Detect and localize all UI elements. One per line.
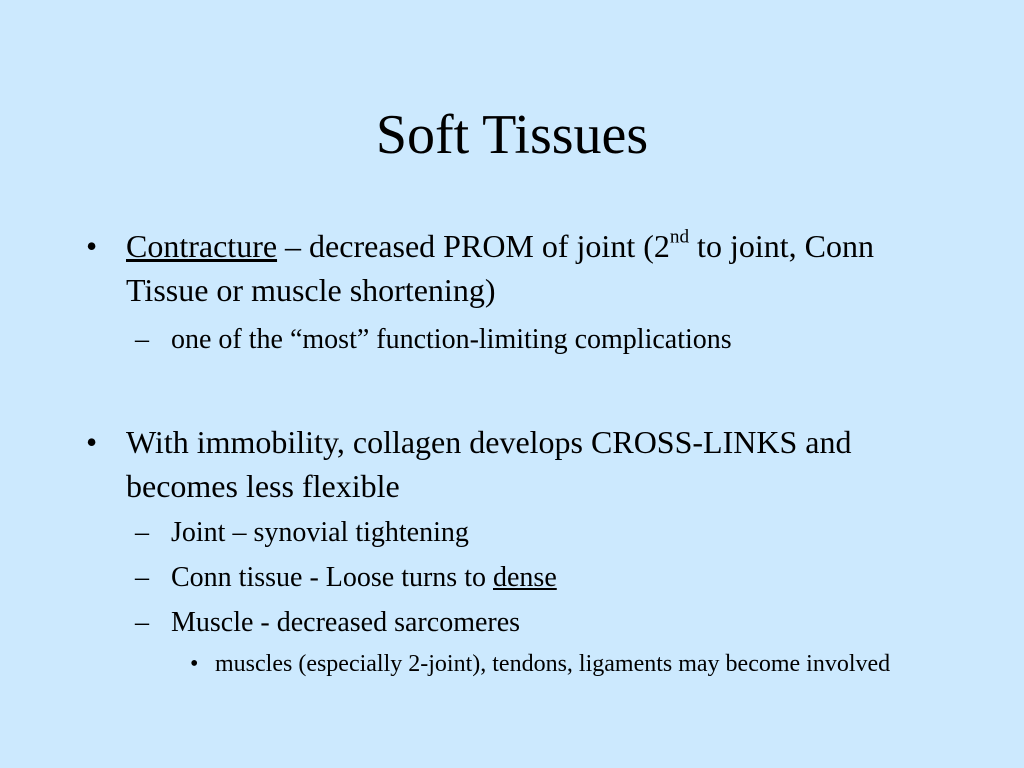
term-dense: dense	[493, 562, 557, 593]
subitem-function-limiting	[135, 324, 931, 356]
subitem-text: Conn tissue - Loose turns to	[171, 562, 493, 593]
contracture-text-a: – decreased PROM of joint (2	[277, 228, 670, 264]
subitem-joint	[135, 517, 931, 549]
bullet-marker: •	[86, 228, 98, 264]
subsubitem-text: muscles (especially 2-joint), tendons, ligaments may become involved	[215, 651, 891, 677]
subitem-text: one of the “most” function-limiting complications	[171, 324, 732, 355]
ordinal-superscript: nd	[669, 226, 690, 248]
term-contracture: Contracture	[126, 228, 278, 264]
subitem-text: Muscle - decreased sarcomeres	[171, 607, 521, 638]
dash-marker: –	[135, 607, 149, 638]
subsubitem-involved	[190, 649, 935, 679]
dash-marker: –	[135, 324, 149, 355]
bullet-marker: •	[86, 424, 98, 460]
contracture-text-b: to joint, Conn Tissue or muscle shortening)	[126, 228, 874, 308]
dash-marker: –	[135, 517, 149, 548]
subitem-muscle	[135, 607, 931, 639]
immobility-text: With immobility, collagen develops CROSS-LINKS and becomes less flexible	[126, 424, 852, 504]
slide-title: Soft Tissues	[375, 104, 649, 166]
subitem-text: Joint – synovial tightening	[171, 517, 469, 548]
bullet-marker: •	[190, 651, 199, 677]
subitem-conn-tissue	[135, 562, 931, 594]
dash-marker: –	[135, 562, 149, 593]
bullet-immobility	[86, 420, 926, 508]
bullet-contracture	[86, 224, 926, 312]
